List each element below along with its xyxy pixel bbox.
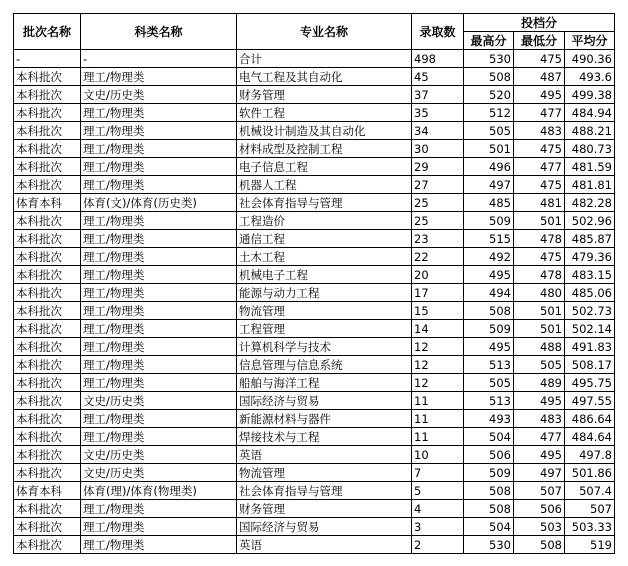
cell-min-score: 495 xyxy=(514,86,565,104)
cell-min-score: 477 xyxy=(514,104,565,122)
cell-batch: 本科批次 xyxy=(14,266,81,284)
header-avg: 平均分 xyxy=(565,32,615,50)
cell-avg-score: 482.28 xyxy=(565,194,615,212)
cell-batch: 本科批次 xyxy=(14,410,81,428)
cell-avg-score: 485.87 xyxy=(565,230,615,248)
cell-category: 文史/历史类 xyxy=(81,464,237,482)
cell-batch: 本科批次 xyxy=(14,302,81,320)
cell-batch: 本科批次 xyxy=(14,500,81,518)
cell-avg-score: 481.59 xyxy=(565,158,615,176)
cell-category: 文史/历史类 xyxy=(81,86,237,104)
cell-admitted: 37 xyxy=(412,86,464,104)
cell-avg-score: 484.64 xyxy=(565,428,615,446)
table-row xyxy=(14,176,615,194)
cell-max-score: 495 xyxy=(464,266,514,284)
cell-max-score: 494 xyxy=(464,284,514,302)
cell-admitted: 30 xyxy=(412,140,464,158)
cell-max-score: 508 xyxy=(464,500,514,518)
cell-admitted: 12 xyxy=(412,338,464,356)
cell-avg-score: 488.21 xyxy=(565,122,615,140)
cell-avg-score: 501.86 xyxy=(565,464,615,482)
cell-major: 英语 xyxy=(237,536,412,554)
cell-max-score: 513 xyxy=(464,356,514,374)
cell-max-score: 515 xyxy=(464,230,514,248)
table-row xyxy=(14,374,615,392)
table-row xyxy=(14,212,615,230)
cell-major: 物流管理 xyxy=(237,464,412,482)
cell-major: 计算机科学与技术 xyxy=(237,338,412,356)
cell-major: 财务管理 xyxy=(237,86,412,104)
cell-major: 财务管理 xyxy=(237,500,412,518)
cell-max-score: 530 xyxy=(464,50,514,68)
cell-batch: 本科批次 xyxy=(14,320,81,338)
cell-avg-score: 495.75 xyxy=(565,374,615,392)
cell-min-score: 480 xyxy=(514,284,565,302)
cell-batch: 本科批次 xyxy=(14,230,81,248)
cell-min-score: 481 xyxy=(514,194,565,212)
table-row xyxy=(14,266,615,284)
cell-category: 理工/物理类 xyxy=(81,230,237,248)
cell-major: 国际经济与贸易 xyxy=(237,518,412,536)
cell-major: 材料成型及控制工程 xyxy=(237,140,412,158)
table-row xyxy=(14,230,615,248)
cell-max-score: 508 xyxy=(464,482,514,500)
cell-category: 理工/物理类 xyxy=(81,122,237,140)
cell-category: 文史/历史类 xyxy=(81,446,237,464)
cell-admitted: 2 xyxy=(412,536,464,554)
cell-category: 理工/物理类 xyxy=(81,176,237,194)
cell-avg-score: 499.38 xyxy=(565,86,615,104)
cell-admitted: 22 xyxy=(412,248,464,266)
cell-batch: 本科批次 xyxy=(14,248,81,266)
cell-max-score: 495 xyxy=(464,338,514,356)
cell-batch: 本科批次 xyxy=(14,356,81,374)
cell-min-score: 475 xyxy=(514,140,565,158)
cell-avg-score: 486.64 xyxy=(565,410,615,428)
cell-max-score: 505 xyxy=(464,374,514,392)
cell-category: 理工/物理类 xyxy=(81,500,237,518)
cell-min-score: 478 xyxy=(514,230,565,248)
cell-major: 机器人工程 xyxy=(237,176,412,194)
cell-min-score: 475 xyxy=(514,50,565,68)
table-row xyxy=(14,500,615,518)
table-row xyxy=(14,68,615,86)
cell-admitted: 25 xyxy=(412,194,464,212)
table-row xyxy=(14,86,615,104)
cell-max-score: 513 xyxy=(464,392,514,410)
table-row xyxy=(14,302,615,320)
table-body xyxy=(14,50,615,554)
cell-avg-score: 502.14 xyxy=(565,320,615,338)
header-category: 科类名称 xyxy=(81,14,237,50)
table-row xyxy=(14,536,615,554)
cell-batch: 体育本科 xyxy=(14,194,81,212)
cell-category: 理工/物理类 xyxy=(81,338,237,356)
cell-min-score: 483 xyxy=(514,122,565,140)
cell-max-score: 508 xyxy=(464,68,514,86)
cell-batch: 本科批次 xyxy=(14,212,81,230)
table-row xyxy=(14,356,615,374)
cell-batch: 本科批次 xyxy=(14,536,81,554)
cell-min-score: 506 xyxy=(514,500,565,518)
cell-admitted: 27 xyxy=(412,176,464,194)
cell-major: 机械设计制造及其自动化 xyxy=(237,122,412,140)
cell-min-score: 495 xyxy=(514,392,565,410)
cell-max-score: 497 xyxy=(464,176,514,194)
table-row xyxy=(14,320,615,338)
cell-min-score: 478 xyxy=(514,266,565,284)
cell-max-score: 509 xyxy=(464,320,514,338)
cell-max-score: 492 xyxy=(464,248,514,266)
cell-min-score: 477 xyxy=(514,158,565,176)
cell-admitted: 12 xyxy=(412,356,464,374)
cell-avg-score: 502.96 xyxy=(565,212,615,230)
cell-admitted: 45 xyxy=(412,68,464,86)
admission-scores-table xyxy=(13,13,615,554)
cell-category: 理工/物理类 xyxy=(81,374,237,392)
cell-admitted: 14 xyxy=(412,320,464,338)
cell-min-score: 503 xyxy=(514,518,565,536)
cell-avg-score: 502.73 xyxy=(565,302,615,320)
cell-admitted: 29 xyxy=(412,158,464,176)
cell-major: 物流管理 xyxy=(237,302,412,320)
cell-category: 体育(文)/体育(历史类) xyxy=(81,194,237,212)
cell-avg-score: 479.36 xyxy=(565,248,615,266)
cell-avg-score: 480.73 xyxy=(565,140,615,158)
cell-category: 理工/物理类 xyxy=(81,158,237,176)
cell-max-score: 504 xyxy=(464,428,514,446)
table-row xyxy=(14,428,615,446)
cell-admitted: 11 xyxy=(412,392,464,410)
cell-avg-score: 490.36 xyxy=(565,50,615,68)
table-row xyxy=(14,140,615,158)
table-row xyxy=(14,392,615,410)
cell-batch: 本科批次 xyxy=(14,392,81,410)
cell-major: 能源与动力工程 xyxy=(237,284,412,302)
cell-max-score: 509 xyxy=(464,212,514,230)
cell-admitted: 25 xyxy=(412,212,464,230)
cell-avg-score: 508.17 xyxy=(565,356,615,374)
cell-batch: 本科批次 xyxy=(14,374,81,392)
cell-avg-score: 519 xyxy=(565,536,615,554)
cell-batch: 本科批次 xyxy=(14,518,81,536)
cell-min-score: 497 xyxy=(514,464,565,482)
cell-batch: 体育本科 xyxy=(14,482,81,500)
cell-major: 电子信息工程 xyxy=(237,158,412,176)
cell-avg-score: 491.83 xyxy=(565,338,615,356)
cell-admitted: 17 xyxy=(412,284,464,302)
cell-admitted: 5 xyxy=(412,482,464,500)
cell-batch: 本科批次 xyxy=(14,446,81,464)
table-row xyxy=(14,158,615,176)
cell-min-score: 489 xyxy=(514,374,565,392)
cell-batch: 本科批次 xyxy=(14,176,81,194)
cell-min-score: 501 xyxy=(514,302,565,320)
table-row xyxy=(14,248,615,266)
cell-admitted: 498 xyxy=(412,50,464,68)
cell-max-score: 520 xyxy=(464,86,514,104)
header-max: 最高分 xyxy=(464,32,514,50)
cell-batch: 本科批次 xyxy=(14,140,81,158)
cell-category: 理工/物理类 xyxy=(81,302,237,320)
cell-batch: 本科批次 xyxy=(14,464,81,482)
cell-batch: 本科批次 xyxy=(14,284,81,302)
cell-category: 理工/物理类 xyxy=(81,266,237,284)
cell-category: 理工/物理类 xyxy=(81,320,237,338)
table-row xyxy=(14,482,615,500)
cell-major: 焊接技术与工程 xyxy=(237,428,412,446)
cell-max-score: 493 xyxy=(464,410,514,428)
table-row xyxy=(14,338,615,356)
cell-max-score: 512 xyxy=(464,104,514,122)
cell-max-score: 504 xyxy=(464,518,514,536)
header-min: 最低分 xyxy=(514,32,565,50)
cell-avg-score: 497.55 xyxy=(565,392,615,410)
cell-batch: 本科批次 xyxy=(14,428,81,446)
cell-major: 土木工程 xyxy=(237,248,412,266)
cell-major: 社会体育指导与管理 xyxy=(237,482,412,500)
cell-batch: 本科批次 xyxy=(14,122,81,140)
cell-admitted: 35 xyxy=(412,104,464,122)
cell-admitted: 34 xyxy=(412,122,464,140)
table-row xyxy=(14,464,615,482)
cell-batch: 本科批次 xyxy=(14,338,81,356)
cell-major: 社会体育指导与管理 xyxy=(237,194,412,212)
cell-batch: 本科批次 xyxy=(14,68,81,86)
cell-category: 理工/物理类 xyxy=(81,212,237,230)
cell-major: 新能源材料与器件 xyxy=(237,410,412,428)
header-batch: 批次名称 xyxy=(14,14,81,50)
cell-avg-score: 485.06 xyxy=(565,284,615,302)
cell-min-score: 475 xyxy=(514,248,565,266)
cell-batch: 本科批次 xyxy=(14,104,81,122)
cell-category: - xyxy=(81,50,237,68)
cell-min-score: 475 xyxy=(514,176,565,194)
table-row xyxy=(14,446,615,464)
table-row xyxy=(14,50,615,68)
cell-category: 理工/物理类 xyxy=(81,140,237,158)
table-row xyxy=(14,410,615,428)
cell-avg-score: 493.6 xyxy=(565,68,615,86)
cell-major: 工程管理 xyxy=(237,320,412,338)
cell-category: 体育(理)/体育(物理类) xyxy=(81,482,237,500)
cell-avg-score: 497.8 xyxy=(565,446,615,464)
cell-major: 船舶与海洋工程 xyxy=(237,374,412,392)
cell-min-score: 505 xyxy=(514,356,565,374)
cell-avg-score: 507 xyxy=(565,500,615,518)
cell-major: 英语 xyxy=(237,446,412,464)
cell-major: 国际经济与贸易 xyxy=(237,392,412,410)
cell-batch: 本科批次 xyxy=(14,158,81,176)
cell-category: 理工/物理类 xyxy=(81,536,237,554)
cell-admitted: 4 xyxy=(412,500,464,518)
cell-admitted: 3 xyxy=(412,518,464,536)
cell-min-score: 488 xyxy=(514,338,565,356)
table-row xyxy=(14,284,615,302)
cell-category: 理工/物理类 xyxy=(81,518,237,536)
cell-major: 工程造价 xyxy=(237,212,412,230)
cell-avg-score: 507.4 xyxy=(565,482,615,500)
cell-avg-score: 484.94 xyxy=(565,104,615,122)
cell-admitted: 7 xyxy=(412,464,464,482)
cell-category: 理工/物理类 xyxy=(81,68,237,86)
cell-min-score: 487 xyxy=(514,68,565,86)
cell-category: 理工/物理类 xyxy=(81,248,237,266)
cell-batch: - xyxy=(14,50,81,68)
cell-max-score: 506 xyxy=(464,446,514,464)
cell-max-score: 509 xyxy=(464,464,514,482)
cell-category: 理工/物理类 xyxy=(81,428,237,446)
cell-batch: 本科批次 xyxy=(14,86,81,104)
cell-category: 文史/历史类 xyxy=(81,392,237,410)
cell-major: 软件工程 xyxy=(237,104,412,122)
header-score-group: 投档分 xyxy=(464,14,615,32)
cell-max-score: 505 xyxy=(464,122,514,140)
cell-max-score: 485 xyxy=(464,194,514,212)
cell-min-score: 507 xyxy=(514,482,565,500)
cell-major: 机械电子工程 xyxy=(237,266,412,284)
cell-min-score: 501 xyxy=(514,320,565,338)
cell-major: 电气工程及其自动化 xyxy=(237,68,412,86)
cell-max-score: 508 xyxy=(464,302,514,320)
table-row xyxy=(14,518,615,536)
cell-min-score: 477 xyxy=(514,428,565,446)
cell-admitted: 23 xyxy=(412,230,464,248)
cell-major: 通信工程 xyxy=(237,230,412,248)
cell-max-score: 496 xyxy=(464,158,514,176)
header-major: 专业名称 xyxy=(237,14,412,50)
cell-avg-score: 503.33 xyxy=(565,518,615,536)
cell-category: 理工/物理类 xyxy=(81,284,237,302)
cell-admitted: 11 xyxy=(412,410,464,428)
admission-table-container xyxy=(13,13,615,554)
cell-min-score: 495 xyxy=(514,446,565,464)
cell-avg-score: 483.15 xyxy=(565,266,615,284)
cell-major: 合计 xyxy=(237,50,412,68)
cell-category: 理工/物理类 xyxy=(81,410,237,428)
cell-min-score: 501 xyxy=(514,212,565,230)
cell-min-score: 483 xyxy=(514,410,565,428)
cell-admitted: 20 xyxy=(412,266,464,284)
cell-min-score: 508 xyxy=(514,536,565,554)
cell-admitted: 10 xyxy=(412,446,464,464)
cell-admitted: 11 xyxy=(412,428,464,446)
cell-max-score: 501 xyxy=(464,140,514,158)
cell-category: 理工/物理类 xyxy=(81,104,237,122)
table-row xyxy=(14,122,615,140)
header-row-1 xyxy=(14,14,615,32)
cell-max-score: 530 xyxy=(464,536,514,554)
table-row xyxy=(14,194,615,212)
cell-category: 理工/物理类 xyxy=(81,356,237,374)
cell-major: 信息管理与信息系统 xyxy=(237,356,412,374)
cell-admitted: 12 xyxy=(412,374,464,392)
cell-avg-score: 481.81 xyxy=(565,176,615,194)
header-admitted: 录取数 xyxy=(412,14,464,50)
cell-admitted: 15 xyxy=(412,302,464,320)
table-row xyxy=(14,104,615,122)
